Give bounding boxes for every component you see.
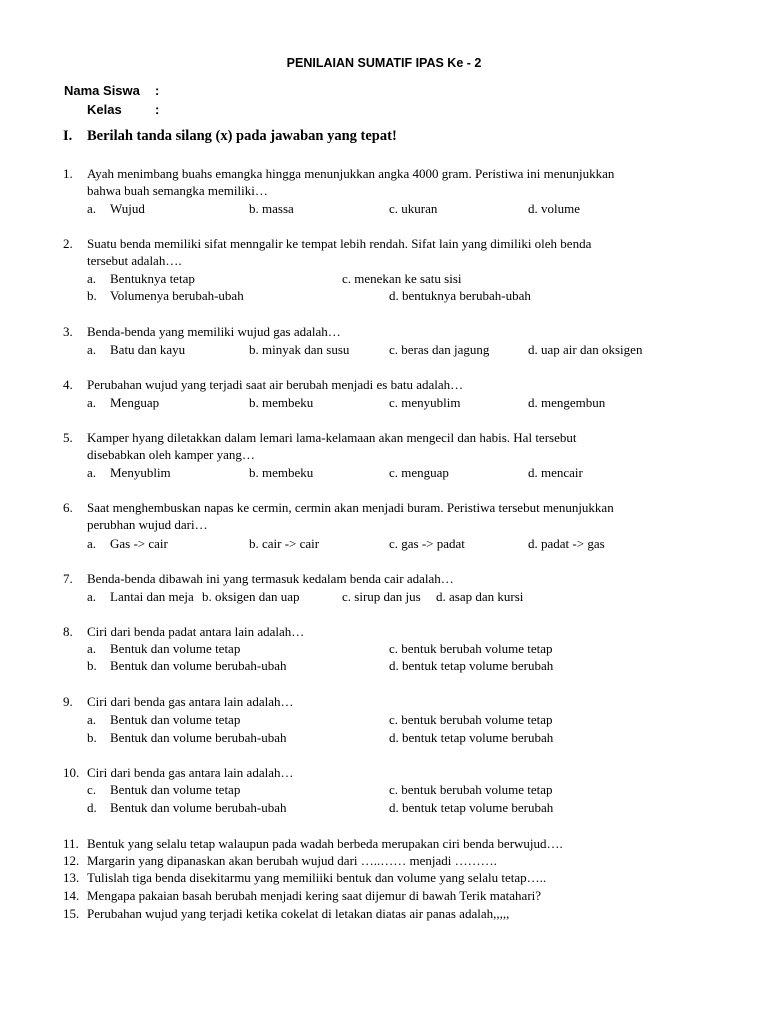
section-instruction: Berilah tanda silang (x) pada jawaban yang tepat! [87, 128, 397, 144]
question-number: 5. [63, 430, 73, 445]
option-a: Wujud [110, 201, 145, 216]
option-c: c. menguap [389, 465, 449, 480]
question-number: 10. [63, 765, 80, 780]
option-d: d. mencair [528, 465, 583, 480]
question-text: Ayah menimbang buahs emangka hingga menunjukkan angka 4000 gram. Peristiwa ini menunjukkan [87, 166, 615, 181]
option-letter: a. [87, 201, 97, 216]
option-d: d. padat -> gas [528, 536, 605, 551]
option-d: d. asap dan kursi [436, 589, 524, 604]
question-text: Perubahan wujud yang terjadi saat air berubah menjadi es batu adalah… [87, 377, 464, 392]
question-number: 2. [63, 236, 73, 251]
question-number: 12. [63, 853, 80, 868]
option-b: b. massa [249, 201, 294, 216]
option-letter: c. [87, 782, 97, 797]
option-letter: a. [87, 589, 97, 604]
question-number: 8. [63, 624, 73, 639]
option-a: Bentuk dan volume tetap [110, 641, 241, 656]
class-colon: : [155, 102, 160, 117]
option-d: d. bentuk tetap volume berubah [389, 730, 554, 745]
name-colon: : [155, 83, 160, 98]
option-b: Bentuk dan volume berubah-ubah [110, 730, 287, 745]
option-b: b. minyak dan susu [249, 342, 350, 357]
option-letter: b. [87, 730, 97, 745]
question-text: Suatu benda memiliki sifat menngalir ke tempat lebih rendah. Sifat lain yang dimiliki oleh benda [87, 236, 592, 251]
question-text: perubhan wujud dari… [87, 517, 208, 532]
option-c: c. bentuk berubah volume tetap [389, 641, 553, 656]
option-letter: b. [87, 658, 97, 673]
option-letter: a. [87, 395, 97, 410]
option-d: d. bentuk tetap volume berubah [389, 658, 554, 673]
question-number: 15. [63, 906, 80, 921]
option-a: Menguap [110, 395, 160, 410]
question-text: Kamper hyang diletakkan dalam lemari lama-kelamaan akan mengecil dan habis. Hal tersebut [87, 430, 577, 445]
option-b: b. cair -> cair [249, 536, 320, 551]
option-a: Bentuk dan volume tetap [110, 712, 241, 727]
question-text: Saat menghembuskan napas ke cermin, cermin akan menjadi buram. Peristiwa tersebut menunjukkan [87, 500, 614, 515]
option-c: c. gas -> padat [389, 536, 465, 551]
question-text: Ciri dari benda gas antara lain adalah… [87, 694, 294, 709]
option-c: c. bentuk berubah volume tetap [389, 712, 553, 727]
option-a: Menyublim [110, 465, 171, 480]
option-b: b. oksigen dan uap [202, 589, 300, 604]
option-b: Bentuk dan volume berubah-ubah [110, 800, 287, 815]
question-number: 7. [63, 571, 73, 586]
option-letter: a. [87, 536, 97, 551]
option-b: Bentuk dan volume berubah-ubah [110, 658, 287, 673]
essay-question: Bentuk yang selalu tetap walaupun pada wadah berbeda merupakan ciri benda berwujud…. [87, 836, 563, 851]
option-d: d. uap air dan oksigen [528, 342, 643, 357]
class-label: Kelas [87, 102, 122, 117]
name-label: Nama Siswa [64, 83, 140, 98]
essay-question: Tulislah tiga benda disekitarmu yang memiliiki bentuk dan volume yang selalu tetap….. [87, 870, 547, 885]
option-letter: a. [87, 271, 97, 286]
option-d: d. bentuk tetap volume berubah [389, 800, 554, 815]
option-c: c. beras dan jagung [389, 342, 490, 357]
question-number: 6. [63, 500, 73, 515]
option-letter: a. [87, 342, 97, 357]
question-text: tersebut adalah…. [87, 253, 182, 268]
option-b: b. membeku [249, 465, 314, 480]
option-c: c. ukuran [389, 201, 438, 216]
question-number: 13. [63, 870, 80, 885]
question-text: Ciri dari benda gas antara lain adalah… [87, 765, 294, 780]
page-title: PENILAIAN SUMATIF IPAS Ke - 2 [286, 56, 482, 70]
option-d: d. volume [528, 201, 580, 216]
option-letter: a. [87, 465, 97, 480]
option-d: d. mengembun [528, 395, 606, 410]
essay-question: Margarin yang dipanaskan akan berubah wujud dari …..…… menjadi ………. [87, 853, 497, 868]
option-b: b. membeku [249, 395, 314, 410]
option-c: c. sirup dan jus [342, 589, 421, 604]
option-a: Lantai dan meja [110, 589, 194, 604]
option-letter: a. [87, 641, 97, 656]
question-text: Benda-benda yang memiliki wujud gas adalah… [87, 324, 341, 339]
option-letter: b. [87, 288, 97, 303]
essay-question: Perubahan wujud yang terjadi ketika cokelat di letakan diatas air panas adalah,,,,, [87, 906, 510, 921]
essay-question: Mengapa pakaian basah berubah menjadi kering saat dijemur di bawah Terik matahari? [87, 888, 542, 903]
question-number: 4. [63, 377, 73, 392]
question-number: 14. [63, 888, 80, 903]
question-number: 9. [63, 694, 73, 709]
question-number: 11. [63, 836, 79, 851]
option-c: c. menyublim [389, 395, 461, 410]
option-a: Bentuknya tetap [110, 271, 195, 286]
question-text: disebabkan oleh kamper yang… [87, 447, 255, 462]
question-text: Benda-benda dibawah ini yang termasuk kedalam benda cair adalah… [87, 571, 454, 586]
option-d: d. bentuknya berubah-ubah [389, 288, 531, 303]
option-a: Batu dan kayu [110, 342, 186, 357]
option-c: c. bentuk berubah volume tetap [389, 782, 553, 797]
option-b: Volumenya berubah-ubah [110, 288, 244, 303]
section-number: I. [63, 128, 73, 144]
question-text: bahwa buah semangka memiliki… [87, 183, 268, 198]
option-letter: a. [87, 712, 97, 727]
option-a: Bentuk dan volume tetap [110, 782, 241, 797]
question-text: Ciri dari benda padat antara lain adalah… [87, 624, 305, 639]
question-number: 1. [63, 166, 73, 181]
option-c: c. menekan ke satu sisi [342, 271, 462, 286]
question-number: 3. [63, 324, 73, 339]
option-letter: d. [87, 800, 97, 815]
option-a: Gas -> cair [110, 536, 168, 551]
